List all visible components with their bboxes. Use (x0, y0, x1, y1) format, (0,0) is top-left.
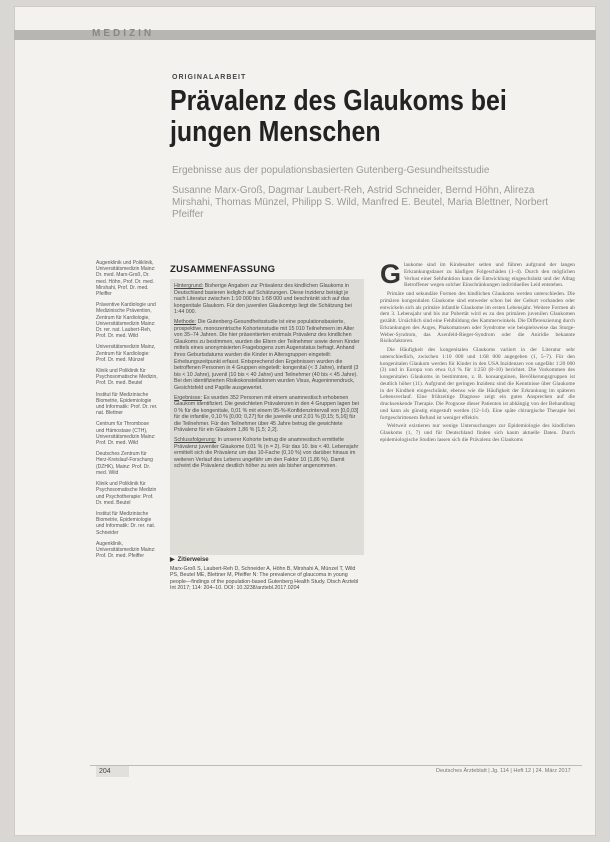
affiliation-item: Präventive Kardiologie und Medizinische Prävention, Zentrum für Kardiologie, Universitätsmedizin Mainz: Dr. rer. nat. Laubert-Reh, Prof. Dr. med. Wild (96, 302, 156, 340)
affiliation-item: Augenklinik, Universitätsmedizin Mainz: Prof. Dr. med. Pfeiffer (96, 540, 156, 560)
abstract-paragraph (174, 395, 360, 435)
citation-text: Marx-Groß S, Laubert-Reh D, Schneider A, Höhn B, Mirshahi A, Münzel T, Wild PS, Beutel ME, Blettner M, Pfeiffer N: The prevalence of glaucoma in young people—findings of the population-based Gutenberg Health Study. Dtsch Arztebl Int 2017; 114: 204–10. DOI: 10.3238/arztebl.2017.0204 (170, 565, 359, 592)
abstract-paragraph (174, 283, 360, 316)
affiliation-item: Klinik und Poliklinik für Psychosomatische Medizin, Prof. Dr. med. Beutel (96, 368, 158, 387)
body-text (380, 259, 575, 446)
abstract-label: Methode: (174, 318, 197, 325)
affiliation-item: Klinik und Poliklinik für Psychosomatische Medizin und Psychotherapie: Prof. Dr. med. Beutel (96, 481, 157, 506)
citation-heading-text: Zitierweise (177, 557, 209, 563)
author-list: Susanne Marx-Groß, Dagmar Laubert-Reh, Astrid Schneider, Bernd Höhn, Alireza Mirshahi, Thomas Münzel, Philipp S. Wild, Manfred E. Beutel, Maria Blettner, Norbert Pfeiffer (172, 185, 549, 220)
citation-heading (170, 557, 364, 564)
body-paragraph: Primäre und sekundäre Formen des kindlichen Glaukoms werden unterschieden. Die primären kongenitalen Glaukome sind entweder schon bei der Geburt vorhanden oder entwickeln sich als primäre infantile Glaukome im ersten Lebensjahr. Weitere Formen ab dem 3. Lebensjahr und bis zur Pubertät wird es zu den primären juvenilen Glaukomen gezählt. Ursächlich sind eine Fehlbildung des Kammerwinkels. Die Differenzierung durch Erkrankungen des Auges, Phakomatosen oder Syndrome wie beispielsweise das Sturge-Weber-Syndrom, das Axenfeld-Rieger-Syndrom oder die Aniridie bekannte Risikofaktoren. (380, 291, 575, 345)
article-subtitle: Ergebnisse aus der populationsbasierten Gutenberg-Gesundheitsstudie (172, 165, 490, 176)
affiliation-item: Centrum für Thrombose und Hämostase (CTH), Universitätsmedizin Mainz: Prof. Dr. med. Wild (96, 421, 156, 447)
abstract-paragraph (174, 437, 360, 470)
body-paragraph: Die Häufigkeit des kongenitalen Glaukoms variiert in der Literatur sehr unterschiedlich, zwischen 1:10 000 und 1:68 000 angegeben (1, 5–7). Für den kongenitalen Glaukom werden für Kinder in den USA Inzidenzen von ungefähr 1:20 000 (3) und in Europa von etwa 0,4 % für 1:250 (8–10) berichtet. Die Vorkommen des kongenitalen Glaukoms in bestimmten, z. B. konsanguinen, Bevölkerungsgruppen ist deutlich höher (11). Aufgrund der geringen Inzidenz sind die Kenntnisse über Glaukome in der Kindheit eingeschränkt, ebenso wie die Häufigkeit der Erkrankung im späteren Lebensverlauf. Eine frühzeitige Diagnose zeigt ein gutes Ansprechen auf die drucksenkende Therapie. Die Prognose dieser Patienten ist abhängig von der Behandlung und kann als günstig eingestuft werden (12–14). Eine späte chirurgische Therapie bei fortgeschrittenem Befund ist weniger effektiv. (380, 347, 575, 421)
abstract-label: Hintergrund: (174, 283, 204, 289)
body-paragraph-text: laukome sind im Kindesalter selten und führen aufgrund der langen Erkrankungsdauer zu häufigen Folgeschäden (1–4). Durch den möglichen Verlust einer Sehfunktion kann die Entwicklung eingeschränkt und der Alltag Betroffener wegen solcher Einschränkungen individuelles Leid entstehen. (404, 262, 575, 289)
abstract-box (170, 279, 364, 555)
abstract-text: Die Gutenberg-Gesundheitsstudie ist eine populationsbasierte, prospektive, monozentrische Kohortenstudie mit 15 010 Teilnehmern im Alter von 35–74 Jahren. Die hier präsentierten erstmals Prävalenz des kindlichen Glaukoms zu bestimmen, wurden die Eltern der Teilnehmer sowie deren Kinder mittels eines anonymisierten Fragebogens zum Augenstatus befragt. Anhand ihres Geburtsdatums wurden die Kinder in Altersgruppen eingeteilt: Erhebungszeitpunkt erfasst. Entsprechend den Ergebnissen wurden die betroffenen Personen in 4 Gruppen eingeteilt: kongenital (< 3 Jahre), infantil (3 bis < 10 Jahre), juvenil (10 bis < 40 Jahre) und Teilnehmer (40 bis < 45 Jahre). Bei den identifizierten Risikokonstellationen wurden Visus, Augeninnendruck, Gesichtsfeld und Papille ausgewertet. (174, 318, 360, 391)
drop-cap: G (380, 259, 402, 289)
affiliation-item: Universitätsmedizin Mainz, Zentrum für Kardiologie: Prof. Dr. med. Münzel (96, 344, 156, 363)
body-paragraph: Weltweit existieren nur wenige Untersuchungen zur Epidemiologie des kindlichen Glaukoms (1, 7) und für Deutschland finden sich kaum aktuelle Daten. Durch epidemiologische Studien lassen sich die Prävalenz des Glaukoms (380, 423, 575, 443)
body-paragraph (380, 259, 575, 289)
triangle-icon: ▶ (170, 557, 175, 563)
affiliation-item: Deutsches Zentrum für Herz-Kreislauf-Forschung (DZHK), Mainz: Prof. Dr. med. Wild (96, 451, 153, 476)
abstract-text: Bisherige Angaben zur Prävalenz des kindlichen Glaukoms in Deutschland basieren lediglich auf Schätzungen. Diese Inzidenz beträgt je nach Literatur zwischen 1:10 000 bis 1:68 000 und beschränkt sich auf das kongenitale Glaukom. Für den juvenilen Glaukomtyp liegt die Schätzung bei 1:44 000. (174, 283, 352, 316)
abstract-paragraph (174, 319, 360, 392)
section-label: MEDIZIN (92, 28, 155, 39)
journal-footer: Deutsches Ärzteblatt | Jg. 114 | Heft 12 | 24. März 2017 (436, 768, 571, 774)
abstract-text: Es wurden 352 Personen mit einem anamnestisch erhobenen Glaukom identifiziert. Die gewichteten Prävalenzen in den 4 Gruppen lagen bei 0 % für die kongenitale, 0,01 % mit einem 95-%-Konfidenzintervall von [0,0,03] für die infantile, 0,10 % [0,00; 0,27] für die juvenile und 2,01 % [0,15; 5,16] für die Teilnehmer. Für den Teilnehmer über 45 Jahre betrug die gewichtete Prävalenz für ein Glaukom 1,86 % [1,5; 2,2]. (174, 394, 359, 434)
affiliations (96, 260, 158, 564)
abstract-label: Schlussfolgerung: (174, 437, 217, 444)
affiliation-item: Augenklinik und Poliklinik, Universitätsmedizin Mainz: Dr. med. Marx-Groß, Dr. med. Höhn, Prof. Dr. med. Mirshahi, Prof. Dr. med. Pfeiffer (96, 260, 156, 298)
affiliation-item: Institut für Medizinische Biometrie, Epidemiologie und Informatik: Dr. rer. nat. Schneider (96, 510, 156, 536)
affiliation-item: Institut für Medizinische Biometrie, Epidemiologie und Informatik: Prof. Dr. rer. nat. Blettner (96, 391, 158, 417)
abstract-heading: ZUSAMMENFASSUNG (170, 264, 276, 275)
page-number: 204 (96, 766, 129, 777)
article-title: Prävalenz des Glaukoms bei jungen Menschen (170, 85, 507, 148)
abstract-section (170, 264, 364, 554)
abstract-label: Ergebnisse: (174, 394, 202, 401)
citation-block (170, 557, 364, 592)
article-kicker: ORIGINALARBEIT (172, 74, 247, 81)
abstract-text: In unserer Kohorte betrug die anamnestisch ermittelte Prävalenz juveniler Glaukome 0,01 % (n = 2). Für das 10. bis < 40. Lebensjahr ermittelt sich die Prävalenz um das 10-Fache (0,10 %) von darüber hinaus im weiteren Verlauf des Lebens ungefähr um den Faktor 10 (1,86 %). Damit scheint die Prävalenz deutlich höher zu sein als bisher angenommen. (174, 437, 359, 470)
